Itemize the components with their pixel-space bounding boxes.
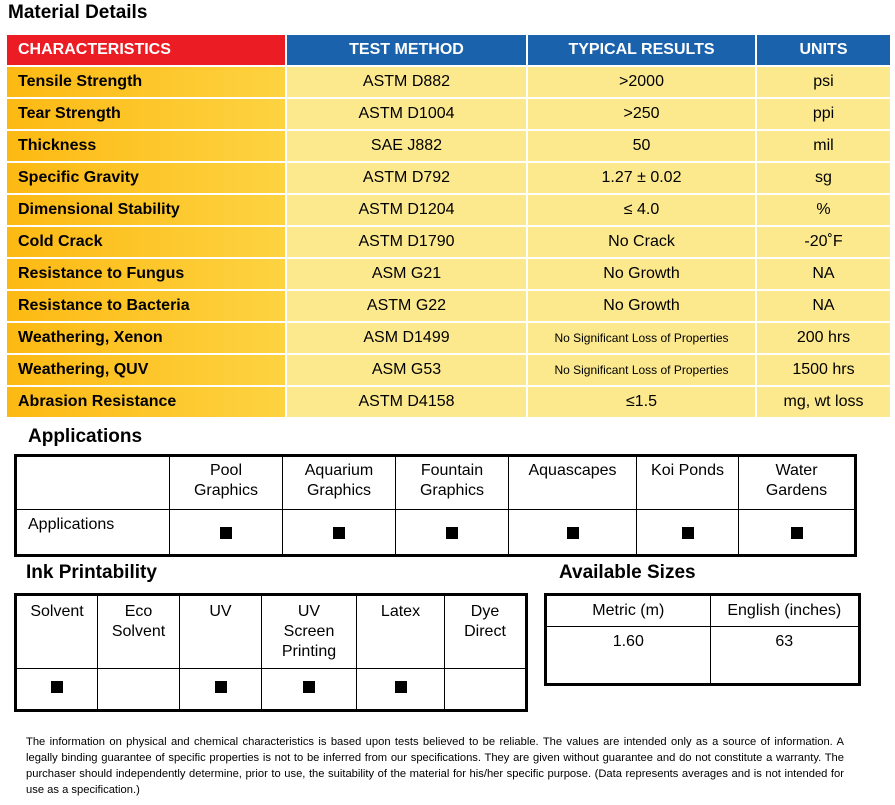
typical-result-cell: No Growth [527, 258, 756, 290]
application-header-text: Aquascapes [528, 462, 617, 479]
test-method-cell: ASTM D1790 [286, 226, 527, 258]
available-sizes-title: Available Sizes [559, 562, 696, 583]
ink-header-cell [180, 595, 262, 669]
units-cell: 1500 hrs [756, 354, 890, 386]
application-mark-cell [637, 510, 739, 556]
test-method-cell: SAE J882 [286, 130, 527, 162]
ink-mark-cell [16, 669, 98, 711]
application-header-text: Pool [209, 462, 243, 479]
characteristic-cell: Weathering, QUV [7, 354, 286, 386]
characteristic-cell: Tear Strength [7, 98, 286, 130]
ink-header-text: UV [209, 603, 232, 620]
header-units: UNITS [756, 35, 890, 66]
disclaimer-text: The information on physical and chemical characteristics is based upon tests believed to be reliable. The values are intended only as a source of information. A legally binding guarantee of specific properties is not to be inferred from our specifications. They are given without guarantee and do not constitute a warranty. The purchaser should independently determine, prior to use, the suitability of the material for his/her specific purpose. (Data represents averages and is not intended for use as a specification.) [26, 736, 844, 796]
ink-mark-cell [445, 669, 527, 711]
page-title: Material Details [8, 2, 148, 23]
application-header-cell [396, 456, 509, 510]
characteristic-cell: Dimensional Stability [7, 194, 286, 226]
ink-header-text: Dye [470, 603, 500, 620]
units-cell: % [756, 194, 890, 226]
check-mark-icon [51, 681, 63, 693]
material-row [7, 386, 890, 417]
test-method-cell: ASM G53 [286, 354, 527, 386]
ink-header-cell [357, 595, 445, 669]
ink-mark-cell [262, 669, 357, 711]
units-cell: ppi [756, 98, 890, 130]
applications-header-row [16, 456, 856, 510]
typical-result-cell: ≤ 4.0 [527, 194, 756, 226]
check-mark-icon [446, 527, 458, 539]
ink-mark-cell [180, 669, 262, 711]
ink-header-row [16, 595, 527, 669]
header-test-method: TEST METHOD [286, 35, 527, 66]
sizes-header-row [546, 595, 860, 627]
material-row [7, 290, 890, 322]
material-header-row [7, 35, 890, 66]
ink-header-text: Screen [283, 623, 335, 640]
application-header-text: Fountain [420, 462, 484, 479]
typical-result-cell: >250 [527, 98, 756, 130]
application-mark-cell [739, 510, 856, 556]
sizes-header-metric: Metric (m) [546, 595, 711, 627]
typical-result-cell: >2000 [527, 66, 756, 98]
typical-result-cell: No Significant Loss of Properties [527, 354, 756, 386]
application-mark-cell [509, 510, 637, 556]
ink-header-cell [16, 595, 98, 669]
sizes-header-english: English (inches) [710, 595, 859, 627]
characteristic-cell: Resistance to Bacteria [7, 290, 286, 322]
material-row [7, 354, 890, 386]
units-cell: 200 hrs [756, 322, 890, 354]
applications-table [14, 454, 857, 557]
application-header-text: Water [775, 462, 818, 479]
ink-header-text: Latex [380, 603, 421, 620]
test-method-cell: ASTM G22 [286, 290, 527, 322]
material-row [7, 130, 890, 162]
ink-header-text: Direct [464, 623, 506, 640]
check-mark-icon [333, 527, 345, 539]
units-cell: NA [756, 290, 890, 322]
typical-result-cell: 1.27 ± 0.02 [527, 162, 756, 194]
application-mark-cell [396, 510, 509, 556]
typical-result-cell: ≤1.5 [527, 386, 756, 417]
check-mark-icon [395, 681, 407, 693]
ink-mark-cell [357, 669, 445, 711]
material-row [7, 194, 890, 226]
check-mark-icon [682, 527, 694, 539]
material-details-table [7, 35, 890, 417]
application-header-cell [170, 456, 283, 510]
application-header-text: Koi Ponds [651, 462, 724, 479]
ink-header-text: Eco [124, 603, 153, 620]
test-method-cell: ASM G21 [286, 258, 527, 290]
material-row [7, 322, 890, 354]
units-cell: mil [756, 130, 890, 162]
units-cell: psi [756, 66, 890, 98]
test-method-cell: ASTM D4158 [286, 386, 527, 417]
header-characteristics: CHARACTERISTICS [7, 35, 286, 66]
test-method-cell: ASTM D792 [286, 162, 527, 194]
check-mark-icon [215, 681, 227, 693]
test-method-cell: ASTM D1004 [286, 98, 527, 130]
typical-result-cell: No Crack [527, 226, 756, 258]
check-mark-icon [220, 527, 232, 539]
test-method-cell: ASM D1499 [286, 322, 527, 354]
material-row [7, 66, 890, 98]
application-header-cell [739, 456, 856, 510]
header-typical-results: TYPICAL RESULTS [527, 35, 756, 66]
units-cell: mg, wt loss [756, 386, 890, 417]
application-header-text: Gardens [765, 482, 828, 499]
sizes-value-english: 63 [710, 627, 859, 685]
ink-header-cell [262, 595, 357, 669]
sizes-value-row [546, 627, 860, 685]
typical-result-cell: No Significant Loss of Properties [527, 322, 756, 354]
applications-row-label: Applications [16, 510, 170, 556]
material-row [7, 226, 890, 258]
application-header-text: Aquarium [304, 462, 374, 479]
ink-header-text: Printing [281, 643, 337, 660]
characteristic-cell: Specific Gravity [7, 162, 286, 194]
applications-title: Applications [28, 426, 143, 447]
units-cell: -20˚F [756, 226, 890, 258]
material-row [7, 98, 890, 130]
characteristic-cell: Resistance to Fungus [7, 258, 286, 290]
characteristic-cell: Tensile Strength [7, 66, 286, 98]
characteristic-cell: Thickness [7, 130, 286, 162]
sizes-value-metric: 1.60 [546, 627, 711, 685]
application-header-text: Graphics [419, 482, 485, 499]
application-header-cell [283, 456, 396, 510]
application-mark-cell [283, 510, 396, 556]
characteristic-cell: Cold Crack [7, 226, 286, 258]
ink-printability-title: Ink Printability [26, 562, 157, 583]
check-mark-icon [303, 681, 315, 693]
application-header-cell [509, 456, 637, 510]
application-header-text: Graphics [193, 482, 259, 499]
test-method-cell: ASTM D882 [286, 66, 527, 98]
application-header-text: Graphics [306, 482, 372, 499]
test-method-cell: ASTM D1204 [286, 194, 527, 226]
available-sizes-table [544, 593, 861, 686]
application-mark-cell [170, 510, 283, 556]
ink-header-text: Solvent [111, 623, 166, 640]
ink-marks-row [16, 669, 527, 711]
ink-header-text: Solvent [30, 603, 84, 620]
characteristic-cell: Abrasion Resistance [7, 386, 286, 417]
units-cell: sg [756, 162, 890, 194]
ink-printability-table [14, 593, 528, 712]
ink-header-cell [98, 595, 180, 669]
material-row [7, 258, 890, 290]
material-row [7, 162, 890, 194]
applications-corner-cell [16, 456, 170, 510]
characteristic-cell: Weathering, Xenon [7, 322, 286, 354]
ink-header-text: UV [297, 603, 321, 620]
check-mark-icon [791, 527, 803, 539]
typical-result-cell: No Growth [527, 290, 756, 322]
application-header-cell [637, 456, 739, 510]
ink-mark-cell [98, 669, 180, 711]
ink-header-cell [445, 595, 527, 669]
units-cell: NA [756, 258, 890, 290]
typical-result-cell: 50 [527, 130, 756, 162]
applications-marks-row [16, 510, 856, 556]
check-mark-icon [567, 527, 579, 539]
